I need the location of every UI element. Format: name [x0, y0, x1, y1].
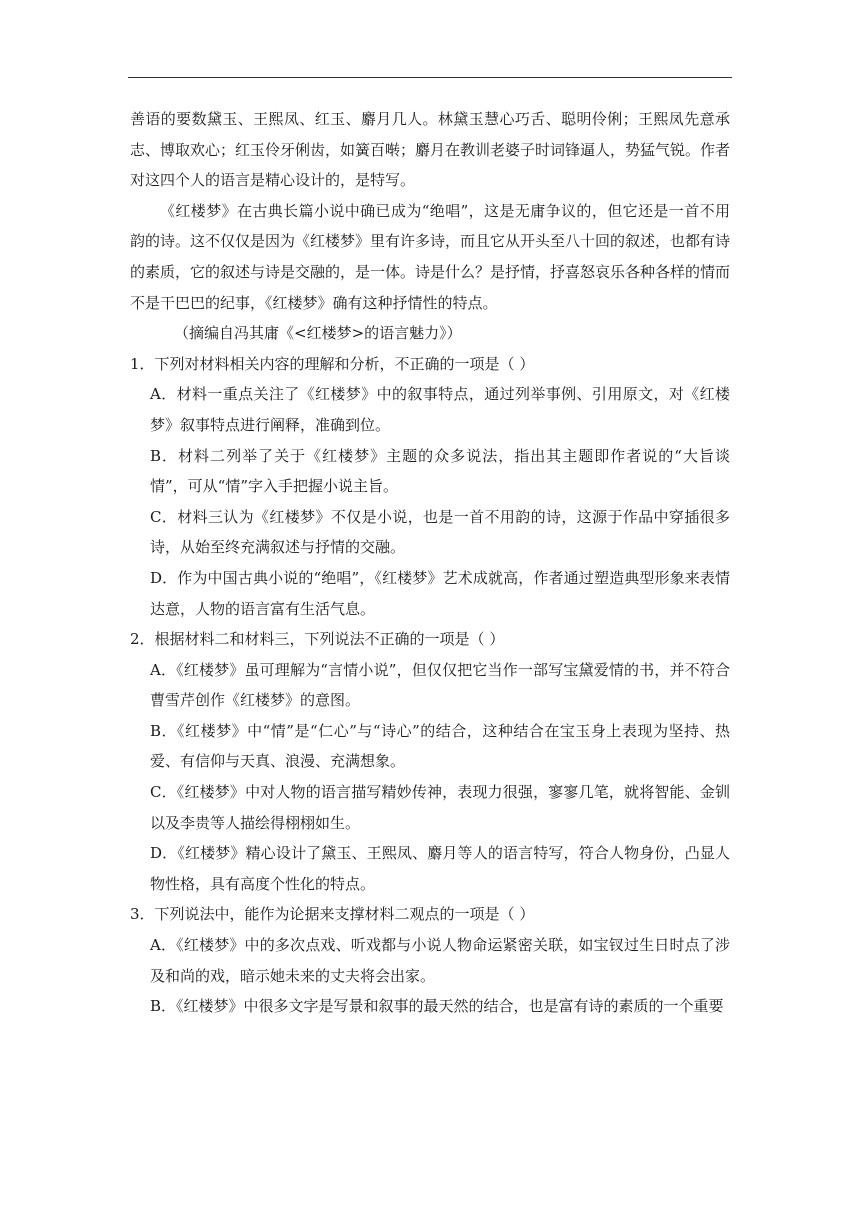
question-1: [130, 349, 730, 624]
question-stem: [130, 624, 730, 655]
question-stem: [130, 899, 730, 930]
question-2: [130, 624, 730, 899]
option-b: B．材料二列举了关于《红楼梦》主题的众多说法，指出其主题即作者说的“大旨谈情”，可从“情”字入手把握小说主旨。: [150, 446, 730, 496]
option-b: B．《红楼梦》中很多文字是写景和叙事的最天然的结合，也是富有诗的素质的一个重要: [150, 997, 724, 1016]
document-body: [130, 104, 730, 1022]
question-stem: [130, 349, 730, 380]
option-a: A．《红楼梦》虽可理解为“言情小说”，但仅仅把它当作一部写宝黛爱情的书，并不符合曹雪芹创作《红楼梦》的意图。: [150, 660, 730, 710]
question-number: 2．: [130, 630, 155, 649]
header-rule: [128, 77, 732, 78]
option-a: A．《红楼梦》中的多次点戏、听戏都与小说人物命运紧密关联，如宝钗过生日时点了涉及和尚的戏，暗示她未来的丈夫将会出家。: [150, 936, 730, 985]
question-text: 下列说法中，能作为论据来支撑材料二观点的一项是（ ）: [154, 905, 535, 924]
passage-paragraph-2: 《红楼梦》在古典长篇小说中确已成为“绝唱”，这是无庸争议的，但它还是一首不用韵的诗。这不仅仅是因为《红楼梦》里有许多诗，而且它从开头至八十回的叙述，也都有诗的素质，它的叙述与诗是交融的，是一体。诗是什么？是抒情，抒喜怒哀乐各种各样的情而不是干巴巴的纪事，《红楼梦》确有这种抒情性的特点。: [130, 201, 731, 312]
question-number: 3．: [130, 905, 155, 924]
question-text: 根据材料二和材料三，下列说法不正确的一项是（ ）: [154, 630, 505, 649]
question-number: 1．: [130, 354, 155, 373]
option-c: C．材料三认为《红楼梦》不仅是小说，也是一首不用韵的诗，这源于作品中穿插很多诗，从始至终充满叙述与抒情的交融。: [150, 507, 730, 557]
option-c: C．《红楼梦》中对人物的语言描写精妙传神，表现力很强，寥寥几笔，就将智能、金钏以及李贵等人描绘得栩栩如生。: [150, 783, 730, 832]
option-d: D．《红楼梦》精心设计了黛玉、王熙凤、麝月等人的语言特写，符合人物身份，凸显人物性格，具有高度个性化的特点。: [150, 844, 730, 893]
passage-source: （摘编自冯其庸《<红楼梦>的语言魅力》）: [174, 324, 462, 343]
question-text: 下列对材料相关内容的理解和分析，不正确的一项是（ ）: [154, 354, 535, 373]
passage-paragraph-1: 善语的要数黛玉、王熙凤、红玉、麝月几人。林黛玉慧心巧舌、聪明伶俐；王熙凤先意承志、博取欢心；红玉伶牙俐齿，如簧百啭；麝月在教训老婆子时词锋逼人，势猛气锐。作者对这四个人的语言是精心设计的，是特写。: [130, 110, 731, 190]
option-b: B．《红楼梦》中“情”是“仁心”与“诗心”的结合，这种结合在宝玉身上表现为坚持、热爱、有信仰与天真、浪漫、充满想象。: [150, 721, 730, 771]
option-d: D．作为中国古典小说的“绝唱”，《红楼梦》艺术成就高，作者通过塑造典型形象来表情达意，人物的语言富有生活气息。: [150, 568, 730, 618]
question-3: [130, 899, 730, 1021]
option-a: A．材料一重点关注了《红楼梦》中的叙事特点，通过列举事例、引用原文，对《红楼梦》叙事特点进行阐释，准确到位。: [150, 385, 730, 434]
